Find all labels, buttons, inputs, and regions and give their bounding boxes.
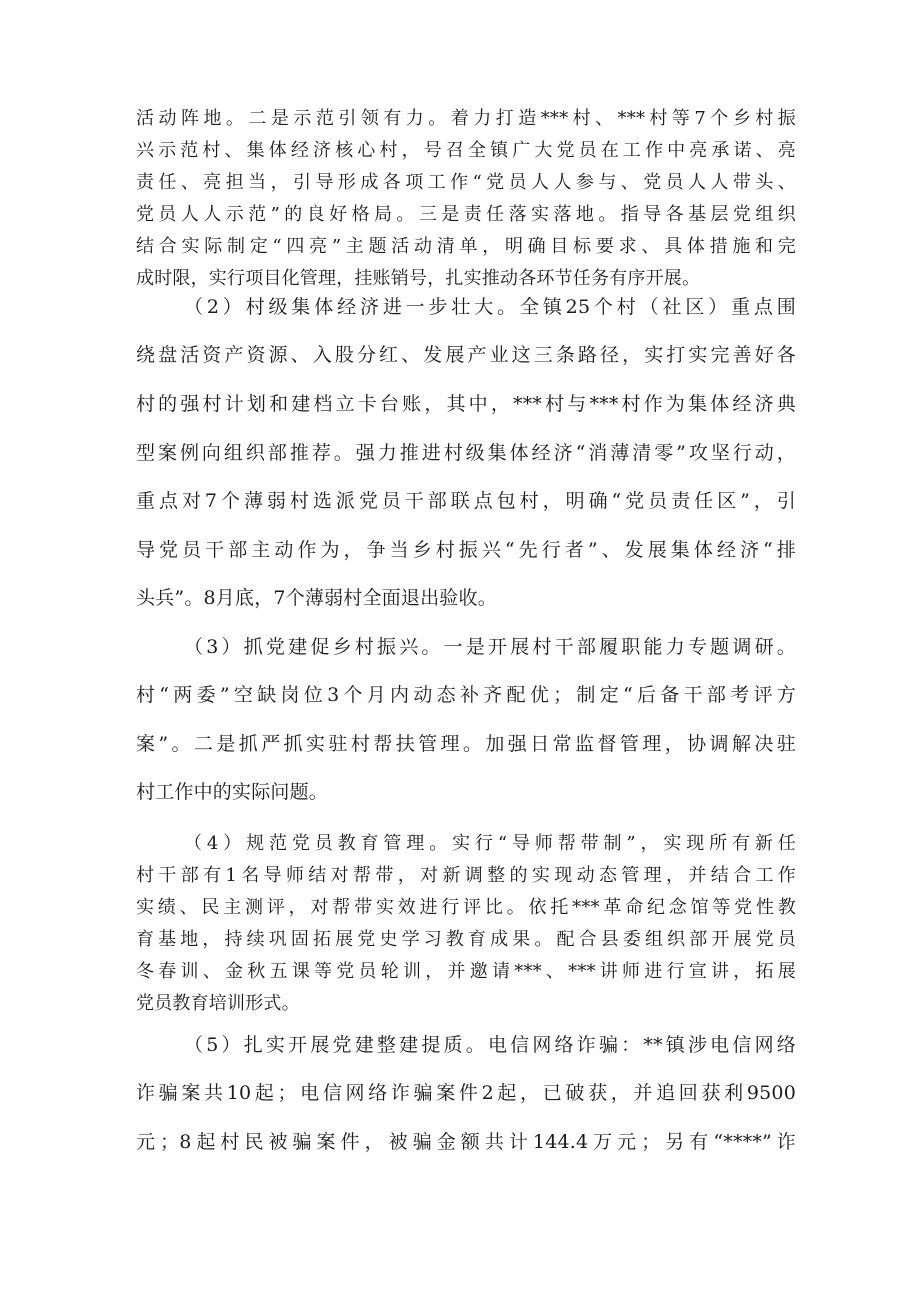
text-line: 导党员干部主动作为，争当乡村振兴“先行者”、发展集体经济“排 xyxy=(136,539,796,561)
text-line: 头兵”。8月底，7个薄弱村全面退出验收。 xyxy=(136,587,497,609)
text-line: 村“两委”空缺岗位3个月内动态补齐配优；制定“后备干部考评方 xyxy=(136,684,796,706)
text-line: 责任、亮担当，引导形成各项工作“党员人人参与、党员人人带头、 xyxy=(136,172,796,193)
text-line: 活动阵地。二是示范引领有力。着力打造***村、***村等7个乡村振 xyxy=(136,108,796,129)
text-line: 案”。二是抓严抓实驻村帮扶管理。加强日常监督管理，协调解决驻 xyxy=(136,733,796,755)
text-line: 重点对7个薄弱村选派党员干部联点包村，明确“党员责任区”，引 xyxy=(136,490,796,512)
text-line: 村干部有1名导师结对帮带，对新调整的实现动态管理，并结合工作 xyxy=(136,865,796,886)
text-line: 村的强村计划和建档立卡台账，其中，***村与***村作为集体经济典 xyxy=(136,393,796,415)
text-line: （5）扎实开展党建整建提质。电信网络诈骗：**镇涉电信网络 xyxy=(184,1034,796,1056)
text-line: 元；8起村民被骗案件，被骗金额共计144.4万元；另有“****”诈 xyxy=(136,1131,796,1153)
text-line: 绕盘活资产资源、入股分红、发展产业这三条路径，实打实完善好各 xyxy=(136,344,796,366)
text-line: 成时限，实行项目化管理，挂账销号，扎实推动各环节任务有序开展。 xyxy=(136,268,701,289)
text-line: 结合实际制定“四亮”主题活动清单，明确目标要求、具体措施和完 xyxy=(136,236,796,257)
text-line: 诈骗案共10起；电信网络诈骗案件2起，已破获，并追回获利9500 xyxy=(136,1082,796,1104)
text-line: 实绩、民主测评，对帮带实效进行评比。依托***革命纪念馆等党性教 xyxy=(136,897,796,918)
text-line: 村工作中的实际问题。 xyxy=(136,781,329,803)
text-line: （4）规范党员教育管理。实行“导师帮带制”，实现所有新任 xyxy=(184,833,796,854)
text-line: 型案例向组织部推荐。强力推进村级集体经济“消薄清零”攻坚行动， xyxy=(136,442,796,464)
text-line: 育基地，持续巩固拓展党史学习教育成果。配合县委组织部开展党员 xyxy=(136,929,796,950)
text-line: 冬春训、金秋五课等党员轮训，并邀请***、***讲师进行宣讲，拓展 xyxy=(136,961,796,982)
text-line: （2）村级集体经济进一步壮大。全镇25个村（社区）重点围 xyxy=(184,296,796,318)
text-line: 党员人人示范”的良好格局。三是责任落实落地。指导各基层党组织 xyxy=(136,204,796,225)
text-line: 党员教育培训形式。 xyxy=(136,993,300,1014)
text-line: 兴示范村、集体经济核心村，号召全镇广大党员在工作中亮承诺、亮 xyxy=(136,140,796,161)
text-line: （3）抓党建促乡村振兴。一是开展村干部履职能力专题调研。 xyxy=(184,636,796,658)
